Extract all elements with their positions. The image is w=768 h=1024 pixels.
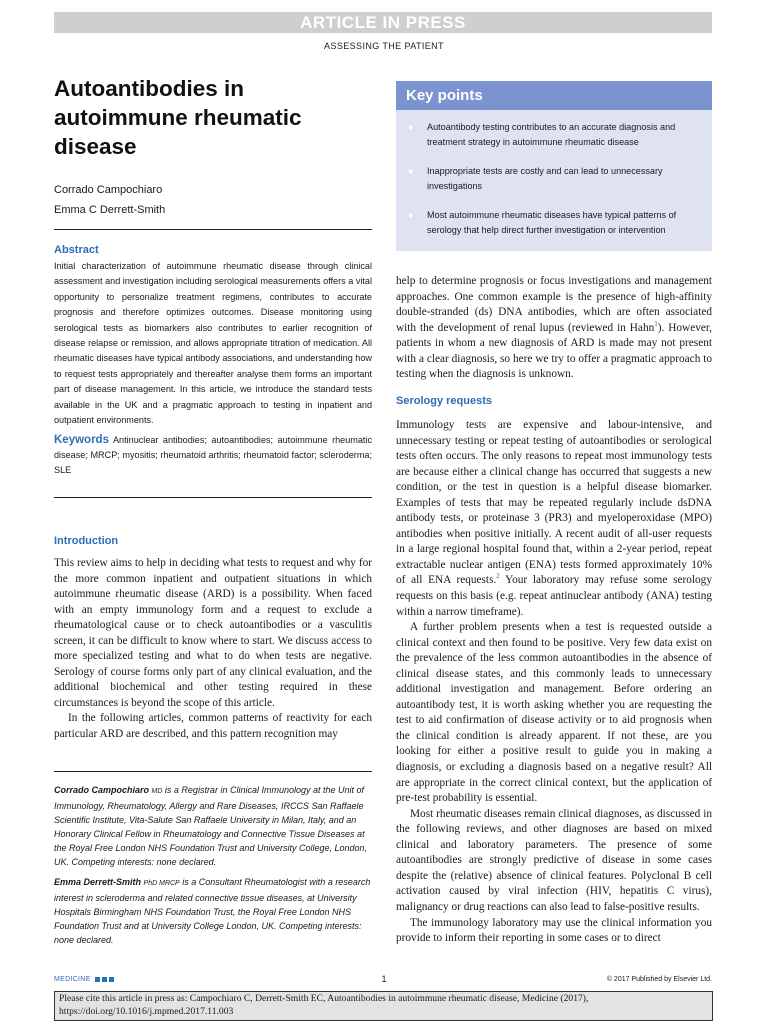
divider bbox=[54, 771, 372, 772]
citation-ref[interactable]: 1 bbox=[654, 319, 658, 328]
key-point-text: Inappropriate tests are costly and can lead to unnecessary investigations bbox=[427, 166, 663, 191]
divider bbox=[54, 229, 372, 230]
key-point-text: Most autoimmune rheumatic diseases have typical patterns of serology that help direct further investigation or intervention bbox=[427, 210, 677, 235]
key-point-item bbox=[408, 120, 700, 149]
page-number: 1 bbox=[381, 974, 387, 984]
right-paragraph bbox=[396, 274, 712, 383]
copyright: © 2017 Published by Elsevier Ltd. bbox=[606, 976, 712, 983]
serology-paragraph bbox=[396, 418, 712, 620]
key-points-heading: Key points bbox=[396, 81, 712, 110]
bio-credentials: PhD MRCP bbox=[143, 880, 180, 887]
key-points-box bbox=[396, 81, 712, 251]
citation-box: Please cite this article in press as: Campochiaro C, Derrett-Smith EC, Autoantibodies in autoimmune rheumatic disease, Medicine (2017), https://doi.org/10.1016/j.mpmed.2017.11.003 bbox=[54, 991, 713, 1021]
author-list bbox=[54, 180, 165, 220]
paragraph-text: ). However, patients in whom a new diagnosis of ARD is made may not present with a clear diagnosis, so here we try to offer a pragmatic approach to testing when the diagnosis is unknown. bbox=[396, 321, 713, 381]
divider bbox=[54, 497, 372, 498]
bio-credentials: MD bbox=[151, 788, 163, 795]
author-bio bbox=[54, 783, 372, 869]
author-name: Emma C Derrett-Smith bbox=[54, 204, 166, 216]
journal-name: MEDICINE bbox=[54, 976, 91, 983]
keywords-list: Antinuclear antibodies; autoantibodies; autoimmune rheumatic disease; MRCP; myositis; rheumatoid arthritis; rheumatoid factor; scleroderma; SLE bbox=[54, 435, 372, 475]
serology-paragraph: The immunology laboratory may use the clinical information you provide to inform their reporting in some cases or to direct bbox=[396, 916, 712, 945]
bullet-icon: ● bbox=[408, 166, 414, 176]
author-bios bbox=[54, 783, 372, 953]
introduction-heading: Introduction bbox=[54, 535, 119, 547]
serology-paragraph: Most rheumatic diseases remain clinical diagnoses, as discussed in the following reviews, and other diagnoses are based on mixed clinical and laboratory parameters. The presence of some autoantibodies are strongly predictive of disease in some cases despite the (relative) absence of clinical features. Polyclonal B cell activation caused by viral infection (HIV, hepatitis C virus), malignancy or drug reactions can also lead to false-positive results. bbox=[396, 807, 712, 913]
article-in-press-banner: ARTICLE IN PRESS bbox=[54, 12, 712, 33]
introduction-section bbox=[54, 535, 372, 743]
bullet-icon: ● bbox=[408, 122, 414, 132]
key-point-item bbox=[408, 164, 700, 193]
paragraph-text: help to determine prognosis or focus investigations and management approaches. One common example is the presence of high-affinity double-stranded (ds) DNA antibodies, which are often associated with the development of renal lupus (reviewed in Hahn bbox=[396, 275, 712, 334]
intro-paragraph: In the following articles, common patterns of reactivity for each particular ARD are described, and this pattern recognition may bbox=[54, 712, 372, 741]
key-point-text: Autoantibody testing contributes to an accurate diagnosis and treatment strategy in autoimmune rheumatic disease bbox=[427, 122, 676, 147]
citation-ref[interactable]: 2 bbox=[496, 572, 500, 581]
author-name: Corrado Campochiaro bbox=[54, 184, 163, 196]
paragraph-text: Immunology tests are expensive and labour-intensive, and unnecessary testing or repeat testing of autoantibodies or serological tests often occurs. The only reasons to repeat most immunology tests are because either a clinical change has occurred that suggests a new condition, or the test in question is a helpful disease biomarker. Examples of tests that may be repeated regularly include dsDNA antibody tests, or proteinase 3 (PR3) and myeloperoxidase (MPO) antibodies when positive initially. A recent audit of all-user requests in a large regional hospital found that, within a 2-year period, repeat extractable nuclear antigen (ENA) tests formed approximately 10% of all ENA requests. bbox=[396, 419, 712, 587]
keywords-heading: Keywords bbox=[54, 434, 109, 447]
abstract-heading: Abstract bbox=[54, 244, 99, 256]
intro-paragraph: This review aims to help in deciding what tests to request and why for the more common inpatient and outpatient situations in which autoimmune rheumatic disease (ARD) is a possibility. When faced with an empty immunology form and a request to exclude a rheumatological cause or to check autoantibodies or a vasculitis screen, it can be difficult to know where to start. We discuss access to more specialized testing and what to do when tests are negative. Serology of course forms only part of any clinical evaluation, and the additional biochemical and other testing required in these circumstances is beyond the scope of this article. bbox=[54, 557, 372, 709]
keywords bbox=[54, 433, 372, 477]
bio-name: Emma Derrett-Smith bbox=[54, 877, 142, 887]
bio-text: is a Registrar in Clinical Immunology at the Unit of Immunology, Rheumatology, Allergy and Rare Diseases, IRCCS San Raffaele Scientific Institute, Vita-Salute San Raffaele University in Milan, Italy, and an Honorary Clinical Fellow in Rheumatology and Connective Tissue Diseases at the Royal Free London NHS Foundation Trust and University College, London, UK. Competing interests: none declared. bbox=[54, 785, 368, 867]
section-heading: ASSESSING THE PATIENT bbox=[324, 41, 444, 51]
author-bio bbox=[54, 875, 372, 947]
abstract-section bbox=[54, 244, 372, 477]
bio-text: is a Consultant Rheumatologist with a research interest in scleroderma and related connective tissue diseases, at University Hospitals Birmingham NHS Foundation Trust, the Royal Free London NHS Foundation Trust and at University College London, UK. Competing interests: none declared. bbox=[54, 877, 371, 945]
serology-paragraph: A further problem presents when a test is requested outside a clinical context and then found to be positive. Very few data exist on the prevalence of the less common autoantibodies in the absence of clinical disease states, and this commonly leads to unnecessary additional investigation and management. Before ordering an autoantibody test, it is worth asking whether you are requesting the test to aid confirmation of disease activity or to aid prognosis when the clinical condition is already apparent. If not these, are you looking for either a positive result to guide you in making a diagnosis, or excluding a diagnosis based on a negative result? All are appropriate in the correct clinical context, but the application of pre-test probability is essential. bbox=[396, 621, 712, 805]
bullet-icon: ● bbox=[408, 210, 414, 220]
abstract-body: Initial characterization of autoimmune rheumatic disease through clinical assessment and investigation including serological measurements offers a vital opportunity to personalize treatment regimens, contributes to accurate prognosis and therefore optimizes outcomes. Disease monitoring using serological tests as biomarkers also contributes to earlier recognition of disease relapse or remission, and allows appropriate titration of medication. All rheumatic diseases have typical antibody associations, and understanding how to request tests appropriately and thereafter analyse them forms an important part of disease management. In this article, we introduce the standard tests available in the UK and a pragmatic approach to testing in inpatient and outpatient environments. bbox=[54, 261, 372, 426]
bio-name: Corrado Campochiaro bbox=[54, 785, 150, 795]
key-points-list bbox=[396, 110, 712, 237]
paragraph-text: Your laboratory may refuse some serology requests on this basis (e.g. repeat antinuclear antibody (ANA) testing within a narrow timeframe). bbox=[396, 574, 712, 618]
article-title: Autoantibodies in autoimmune rheumatic disease bbox=[54, 76, 302, 159]
serology-heading: Serology requests bbox=[396, 395, 492, 407]
serology-section bbox=[396, 418, 712, 947]
key-point-item bbox=[408, 208, 700, 237]
